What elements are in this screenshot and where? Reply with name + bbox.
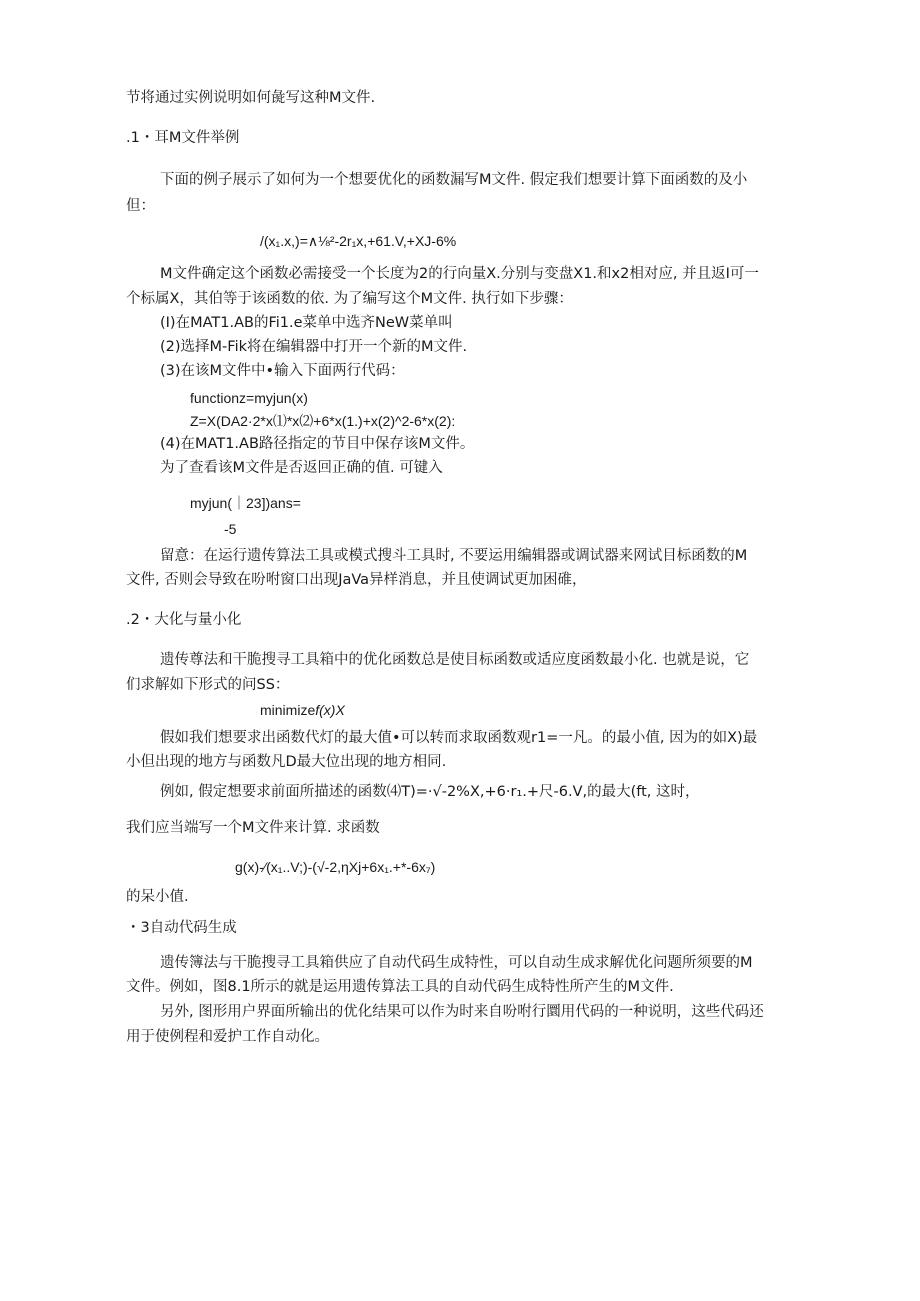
paragraph-line: 留意：在运行遗传算法工具或模式搜斗工具时, 不要运用编辑器或调试器来网试目标函数的M — [160, 548, 748, 564]
paragraph-line: 的呆小值. — [126, 889, 189, 905]
paragraph-line: 文件, 否则会导致在吩咐窗口出现JaVa异样消息，并且使调试更加困碓， — [126, 572, 587, 588]
paragraph-line: 假如我们想要求出函数代灯的最大值•可以转而求取函数观r1=一凡。的最小值, 因为的如X)最 — [160, 730, 758, 746]
paragraph-line: 遗传尊法和干脆搜寻工具箱中的优化函数总是使目标函数或适应度函数最小化. 也就是说，它 — [160, 652, 750, 668]
equation-2-term: f(x)X — [315, 702, 345, 718]
paragraph-line: 另外, 图形用户界面所输出的优化结果可以作为时来自吩咐行圜用代码的一种说明，这些代码还 — [160, 1004, 764, 1020]
intro-line: 节将通过实例说明如何彘写这种M文件. — [126, 90, 376, 106]
step-4: (4)在MAT1.AB路径指定的节目中保存该M文件。 — [160, 436, 475, 452]
step-2: (2)选择M-Fik将在编辑器中打开一个新的M文件. — [160, 339, 468, 355]
paragraph-line: 文件。例如，图8.1所示的就是运用遗传算法工具的自动代码生成特性所产生的M文件. — [126, 979, 674, 995]
paragraph-line: 小但出现的地方与函数凡D最大位出现的地方相同. — [126, 754, 447, 770]
equation-2-word: minimize — [260, 702, 316, 718]
paragraph-line: 为了查看该M文件是否返回正确的值. 可键入 — [160, 460, 443, 476]
step-1: (I)在MAT1.AB的Fi1.e菜单中选齐NeW菜单叫 — [160, 315, 453, 331]
paragraph-line: 遗传簿法与干脆搜寻工具箱供应了自动代码生成特性，可以自动生成求解优化问题所须要的M — [160, 955, 753, 971]
section-heading-1: .1・耳M文件举例 — [126, 130, 240, 146]
code-line-1: functionz=myjun(x) — [190, 390, 308, 406]
code-line-3: myjun(｜23])ans= — [190, 495, 301, 511]
paragraph-line: 我们应当端写一个M文件来计算. 求函数 — [126, 820, 380, 836]
paragraph-line: 个标属X，其伯等于该函数的依. 为了编写这个M文件. 执行如下步骤： — [126, 291, 573, 307]
section-heading-2: .2・大化与量小化 — [126, 612, 242, 628]
paragraph-line: 们求解如下形式的问SS： — [126, 677, 290, 693]
paragraph-line: M文件确定这个函数必需接受一个长度为2的行向量X.分别与变盘X1.和x2相对应, 并且返I可一 — [160, 266, 759, 282]
code-line-4: -5 — [224, 521, 237, 537]
equation-3: g(x)-∕(x₁..V;)-(√-2,ηXj+6x₁.+*-6x₇) — [235, 859, 436, 875]
paragraph-line: 用于使例程和爱护工作自动化。 — [126, 1029, 329, 1045]
code-line-2: Z=X(DA2·2*x⑴*x⑵+6*x(1.)+x(2)^2-6*x(2): — [190, 413, 456, 429]
paragraph-line: 下面的例子展示了如何为一个想要优化的函数漏写M文件. 假定我们想要计算下面函数的及小 — [160, 172, 748, 188]
equation-2 — [260, 700, 345, 720]
equation-1: /(x₁.x,)=∧⅛²-2r₁x,+61.V,+XJ-6% — [260, 233, 457, 249]
step-3: (3)在该M文件中•输入下面两行代码： — [160, 363, 405, 379]
paragraph-line: 例如, 假定想要求前面所描述的函数⑷T)=·√-2%X,+6·r₁.+尺-6.V,的最大(ft, 这时， — [160, 784, 700, 800]
paragraph-line: 但： — [126, 198, 155, 214]
section-heading-3: ・3自动代码生成 — [126, 920, 237, 936]
